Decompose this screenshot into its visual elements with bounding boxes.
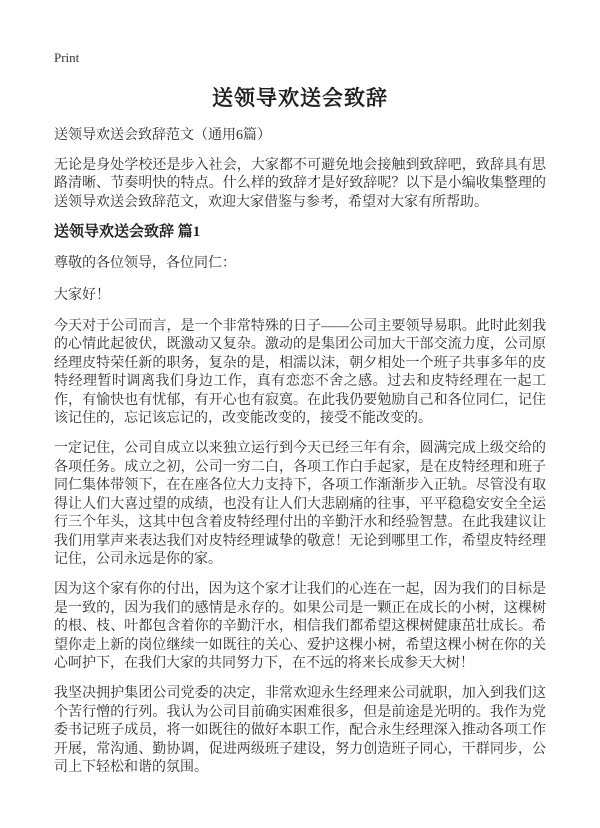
salutation-line: 尊敬的各位领导，各位同仁：: [54, 256, 236, 272]
section-heading-part1: 送领导欢送会致辞 篇1: [54, 224, 201, 241]
intro-paragraph: 无论是身处学校还是步入社会，大家都不可避免地会接触到致辞吧，致辞具有思路清晰、节奏明快的特点。什么样的致辞才是好致辞呢？以下是小编收集整理的送领导欢送会致辞范文，欢迎大家借鉴与参考，希望对大家有所帮助。: [54, 158, 546, 210]
print-link[interactable]: Print: [54, 50, 80, 65]
body-paragraph-2: 一定记住，公司自成立以来独立运行到今天已经三年有余，圆满完成上级交给的各项任务。成立之初，公司一穷二白，各项工作白手起家，是在皮特经理和班子同仁集体带领下，在在座各位大力支持下，各项工作渐渐步入正轨。尽管没有取得让人们大喜过望的成绩，也没有让人们大悲剧痛的往事，平平稳稳安安全全运行三个年头，这其中包含着皮特经理付出的辛勤汗水和经验智慧。在此我建议让我们用掌声来表达我们对皮特经理诚挚的敬意！无论到哪里工作，希望皮特经理记住，公司永远是你的家。: [54, 441, 546, 567]
greeting-line: 大家好！: [54, 287, 110, 303]
body-paragraph-4: 我坚决拥护集团公司党委的决定，非常欢迎永生经理来公司就职，加入到我们这个苦行憎的行列。我认为公司目前确实困难很多，但是前途是光明的。我作为党委书记班子成员，将一如既往的做好本职工作，配合永生经理深入推动各项工作开展，常沟通、勤协调，促进两级班子建设，努力创造班子同心，干群同步，公司上下轻松和谐的氛围。: [54, 686, 546, 775]
doc-subtitle: 送领导欢送会致辞范文（通用6篇）: [54, 128, 271, 143]
page-title: 送领导欢送会致辞: [212, 86, 388, 110]
body-paragraph-3: 因为这个家有你的付出，因为这个家才让我们的心连在一起，因为我们的目标是是一致的，因为我们的感情是永存的。如果公司是一颗正在成长的小树，这棵树的根、枝、叶都包含着你的辛勤汗水，相信我们都希望这棵树健康茁壮成长。希望你走上新的岗位继续一如既往的关心、爱护这棵小树，希望这棵小树在你的关心呵护下，在我们大家的共同努力下，在不远的将来长成参天大树！: [54, 582, 546, 671]
body-paragraph-1: 今天对于公司而言，是一个非常特殊的日子——公司主要领导易职。此时此刻我的心情此起彼伏，既激动又复杂。激动的是集团公司加大干部交流力度，公司原经理皮特荣任新的职务，复杂的是，相濡以沫，朝夕相处一个班子共事多年的皮特经理暂时调离我们身边工作，真有恋恋不舍之感。过去和皮特经理在一起工作，有愉快也有忧郁，有开心也有寂寞。在此我仍要勉励自己和各位同仁，记住该记住的，忘记该忘记的，改变能改变的，接受不能改变的。: [54, 319, 546, 427]
